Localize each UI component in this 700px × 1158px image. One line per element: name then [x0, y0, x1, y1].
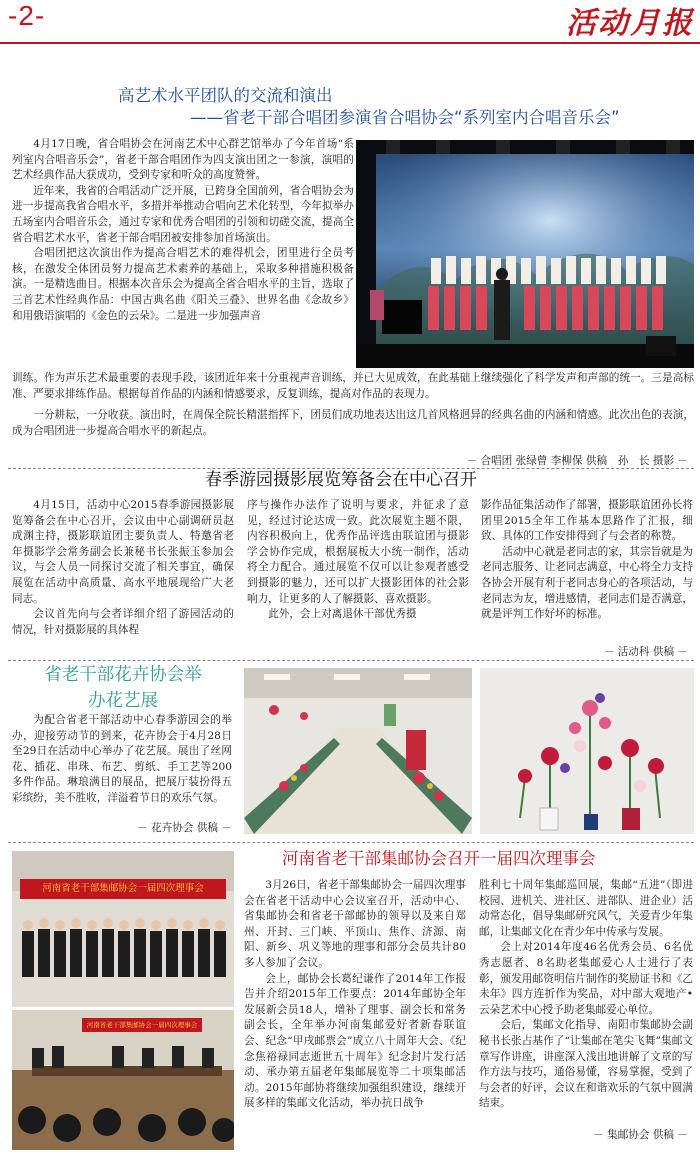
meeting-banner-top: 河南省老干部集邮协会一届四次理事会	[42, 883, 204, 894]
philately-meeting-photo-top	[12, 851, 234, 1007]
header-rule	[0, 42, 700, 44]
meeting-banner-bottom: 河南省老干部集邮协会一届四次理事会	[86, 1021, 198, 1029]
article4-col1-para2: 会上，邮协会长葛纪谦作了2014年工作报告并介绍2015年工作要点：2014年邮协全年发展新会员18人，增补了理事、副会长和常务副会长，全年举办河南集邮爱好者新春联谊会、纪念“甲戌邮票会”成立八十周年大会、《纪念焦裕禄同志逝世五十周年》纪念封片发行活动、承办第五届老年集邮展览等二十项集邮活动。2015年邮协将继续加强组织建设，继续开展多样的集邮文化活动，举办抗日战争	[244, 972, 466, 1110]
article2-col3	[481, 498, 693, 623]
article3-body	[12, 713, 232, 807]
page-number: -2-	[8, 0, 46, 31]
article4-title: 河南省老干部集邮协会召开一届四次理事会	[282, 849, 596, 868]
philately-meeting-photo-bottom	[12, 1010, 234, 1150]
concert-photo	[356, 140, 694, 368]
article4-credit: － 集邮协会 供稿 －	[593, 1129, 688, 1141]
article2-col2-para2: 此外，会上对离退休干部优秀摄	[268, 608, 417, 621]
article1-para3: 合唱团把这次演出作为提高合唱艺术的难得机会，团里进行全员考核，在激发全体团员努力提高艺术素养的基础上，采取多种措施积极备演。一是精选曲目。根据本次音乐会为提高全省合唱水平的主旨，选取了三首艺术性经典作品：中国古典名曲《阳关三叠》、世界名曲《念故乡》和用俄语演唱的《金色的云朵》。二是进一步加强声音	[12, 247, 354, 322]
article1-credit: － 合唱团 张绿曾 李柳保 供稿 孙 长 摄影 －	[466, 455, 688, 467]
article2-title: 春季游园摄影展览筹备会在中心召开	[205, 470, 477, 490]
article3-title-line1: 省老干部花卉协会举	[44, 665, 202, 685]
article1-para4: 一分耕耘，一分收获。演出时，在周保全院长精湛指挥下，团员们成功地表达出这几首风格迥异的经典名曲的内涵和情感。此次出色的表演，成为合唱团进一步提高合唱水平的新起点。	[12, 409, 694, 437]
article2-col2	[247, 498, 469, 623]
article1-para3-continued: 训练。作为声乐艺术最重要的表现手段，该团近年来十分重视声音训练，并已大见成效，在此基础上继续强化了科学发声和声部的统一。三是高标准、严要求排练作品。根据每首作品的内涵和情感要求，反复训练，提高对作品的表现力。	[12, 372, 694, 400]
article2-col3-para1: 影作品征集活动作了部署，摄影联谊团孙长将团里2015全年工作基本思路作了汇报，细致、具体的工作安排得到了与会者的称赞。	[481, 499, 693, 543]
article4-col2	[479, 878, 693, 1112]
article4-col1-para1: 3月26日，省老干部集邮协会一届四次理事会在省老干活动中心会议室召开，活动中心、省集邮协会和省老干部邮协的领导以及来自郑州、开封、三门峡、平顶山、焦作、济源、南阳、新乡、巩义等地的理事和部分会员共计80多人参加了会议。	[244, 879, 466, 969]
article4-col1	[244, 878, 466, 1112]
article3-credit: － 花卉协会 供稿 －	[137, 822, 232, 834]
masthead-logo: 活动月报	[566, 6, 694, 41]
article3-title-line2: 办花艺展	[88, 691, 158, 711]
article2-col3-para2: 活动中心就是老同志的家，其宗旨就是为老同志服务、让老同志满意，中心将全力支持各协会开展有利于老同志身心的各项活动，与老同志为友，增进感情，老同志们是否满意，就是评判工作好坏的标准。	[481, 545, 693, 621]
article2-col2-para1: 序与操作办法作了说明与要求，并征求了意见，经过讨论达成一致。此次展览主题不限，内容积极向上，优秀作品评选由联谊团与摄影学会协作完成，根据展板大小统一制作，活动将全力配合。通过展览不仅可以让参观者感受到摄影的魅力，还可以扩大摄影团体的社会影响力，让更多的人了解摄影、喜欢摄影。	[247, 499, 469, 605]
article4-col2-para3: 会后，集邮文化指导、南阳市集邮协会副秘书长张占基作了“让集邮在笔尖飞舞”集邮文章写作讲座，讲座深入浅出地讲解了文章的写作方法与技巧，通俗易懂，容易掌握，受到了与会者的好评，会议在和谐欢乐的气氛中圆满结束。	[479, 1019, 693, 1110]
article4-col2-para2: 会上对2014年度46名优秀会员、6名优秀志愿者、8名助老集邮爱心人士进行了表彰，颁发用邮资明信片制作的奖励证书和《乙未年》四方连折作为奖品，对中部大观地产•云朵艺术中心授予助老集邮爱心单位。	[479, 941, 693, 1016]
article3-title	[12, 662, 234, 714]
article1-para1: 4月17日晚，省合唱协会在河南艺术中心群艺馆举办了今年首场“系列室内合唱音乐会”，省老干部合唱团作为四支演出团之一参演，演唱的艺术经典作品大获成功，受到专家和听众的高度赞誉。	[12, 138, 354, 182]
article2-col1-para1: 4月15日，活动中心2015春季游园摄影展览筹备会在中心召开，会议由中心副调研员赵成渊主持，摄影联谊团主要负责人、特邀省老年摄影学会常务副会长兼秘书长张振玉参加会议，与会人员一同探讨交流了相关事宜，确保展览在活动中高质量、高水平地展现给广大老同志。	[12, 499, 234, 605]
flower-hall-photo	[244, 668, 472, 834]
flower-arrangement-photo	[480, 668, 694, 834]
article2-col1-para2: 会议首先向与会者详细介绍了游园活动的情况，针对摄影展的具体程	[12, 608, 234, 636]
article1-title-line1: 高艺术水平团队的交流和演出	[118, 86, 333, 105]
article1-body-top	[12, 137, 354, 324]
article2-col1	[12, 498, 234, 638]
divider-3	[8, 842, 694, 843]
article2-credit: － 活动科 供稿 －	[603, 646, 688, 658]
divider-2	[8, 660, 694, 661]
article4-col2-para1: 胜利七十周年集邮巡回展，集邮“五进”（即进校园、进机关、进社区、进部队、进企业）活动常态化，倡导集邮研究风气，关爱青少年集邮，让集邮文化在青少年中传承与发展。	[479, 879, 693, 938]
article1-body-bottom	[12, 371, 694, 439]
article3-para1: 为配合省老干部活动中心春季游园会的举办，迎接劳动节的到来，花卉协会于4月28日至29日在活动中心举办了花艺展。展出了丝网花、插花、串珠、布艺、剪纸、手工艺等200多件作品。琳琅满目的展品，把展厅装扮得五彩缤纷，美不胜收，洋溢着节日的欢乐气氛。	[12, 714, 232, 804]
article1-title-line2: ——省老干部合唱团参演省合唱协会“系列室内合唱音乐会”	[190, 108, 620, 127]
article1-para2: 近年来，我省的合唱活动广泛开展，已跨身全国前列，省合唱协会为进一步提高我省合唱水平，多措并举推动合唱向艺术化转型，今年拟举办五场室内合唱音乐会，通过专家和优秀合唱团的引领和切磋交流，提高全省合唱艺术水平，省老干部合唱团被安排参加首场演出。	[12, 184, 354, 244]
